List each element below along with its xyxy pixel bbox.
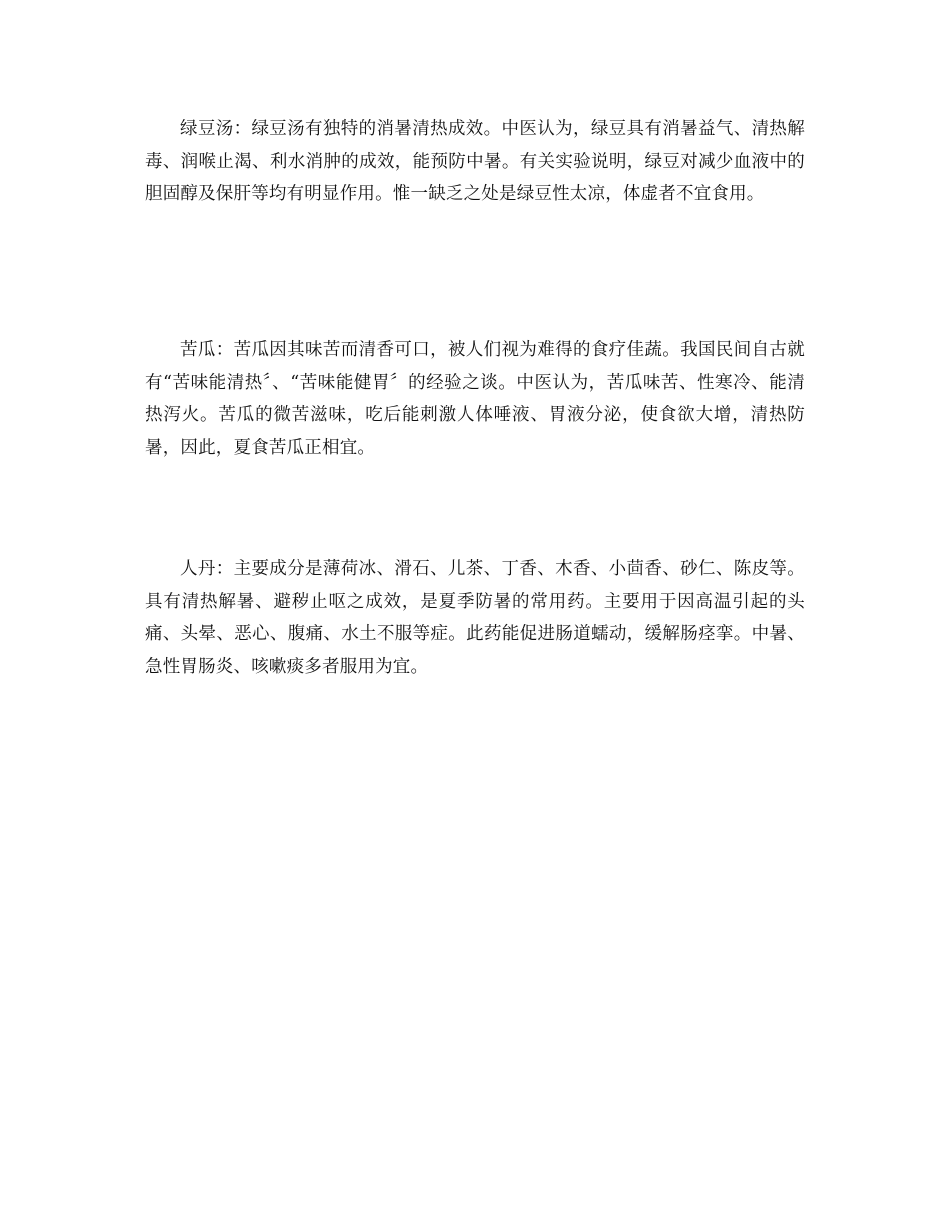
- paragraph-rendan: 人丹：主要成分是薄荷冰、滑石、儿茶、丁香、木香、小茴香、砂仁、陈皮等。具有清热解暑、避秽止呕之成效，是夏季防暑的常用药。主要用于因高温引起的头痛、头晕、恶心、腹痛、水土不服等症。此药能促进肠道蠕动，缓解肠痉挛。中暑、急性胃肠炎、咳嗽痰多者服用为宜。: [145, 559, 805, 677]
- paragraph-bitter-melon: 苦瓜：苦瓜因其味苦而清香可口，被人们视为难得的食疗佳蔬。我国民间自古就有“苦味能清热〞、“苦味能健胃〞的经验之谈。中医认为，苦瓜味苦、性寒冷、能清热泻火。苦瓜的微苦滋味，吃后能刺激人体唾液、胃液分泌，使食欲大增，清热防暑，因此，夏食苦瓜正相宜。: [145, 340, 805, 458]
- paragraph-mung-bean-soup: 绿豆汤：绿豆汤有独特的消暑清热成效。中医认为，绿豆具有消暑益气、清热解毒、润喉止渴、利水消肿的成效，能预防中暑。有关实验说明，绿豆对减少血液中的胆固醇及保肝等均有明显作用。惟一缺乏之处是绿豆性太凉，体虚者不宜食用。: [145, 119, 805, 204]
